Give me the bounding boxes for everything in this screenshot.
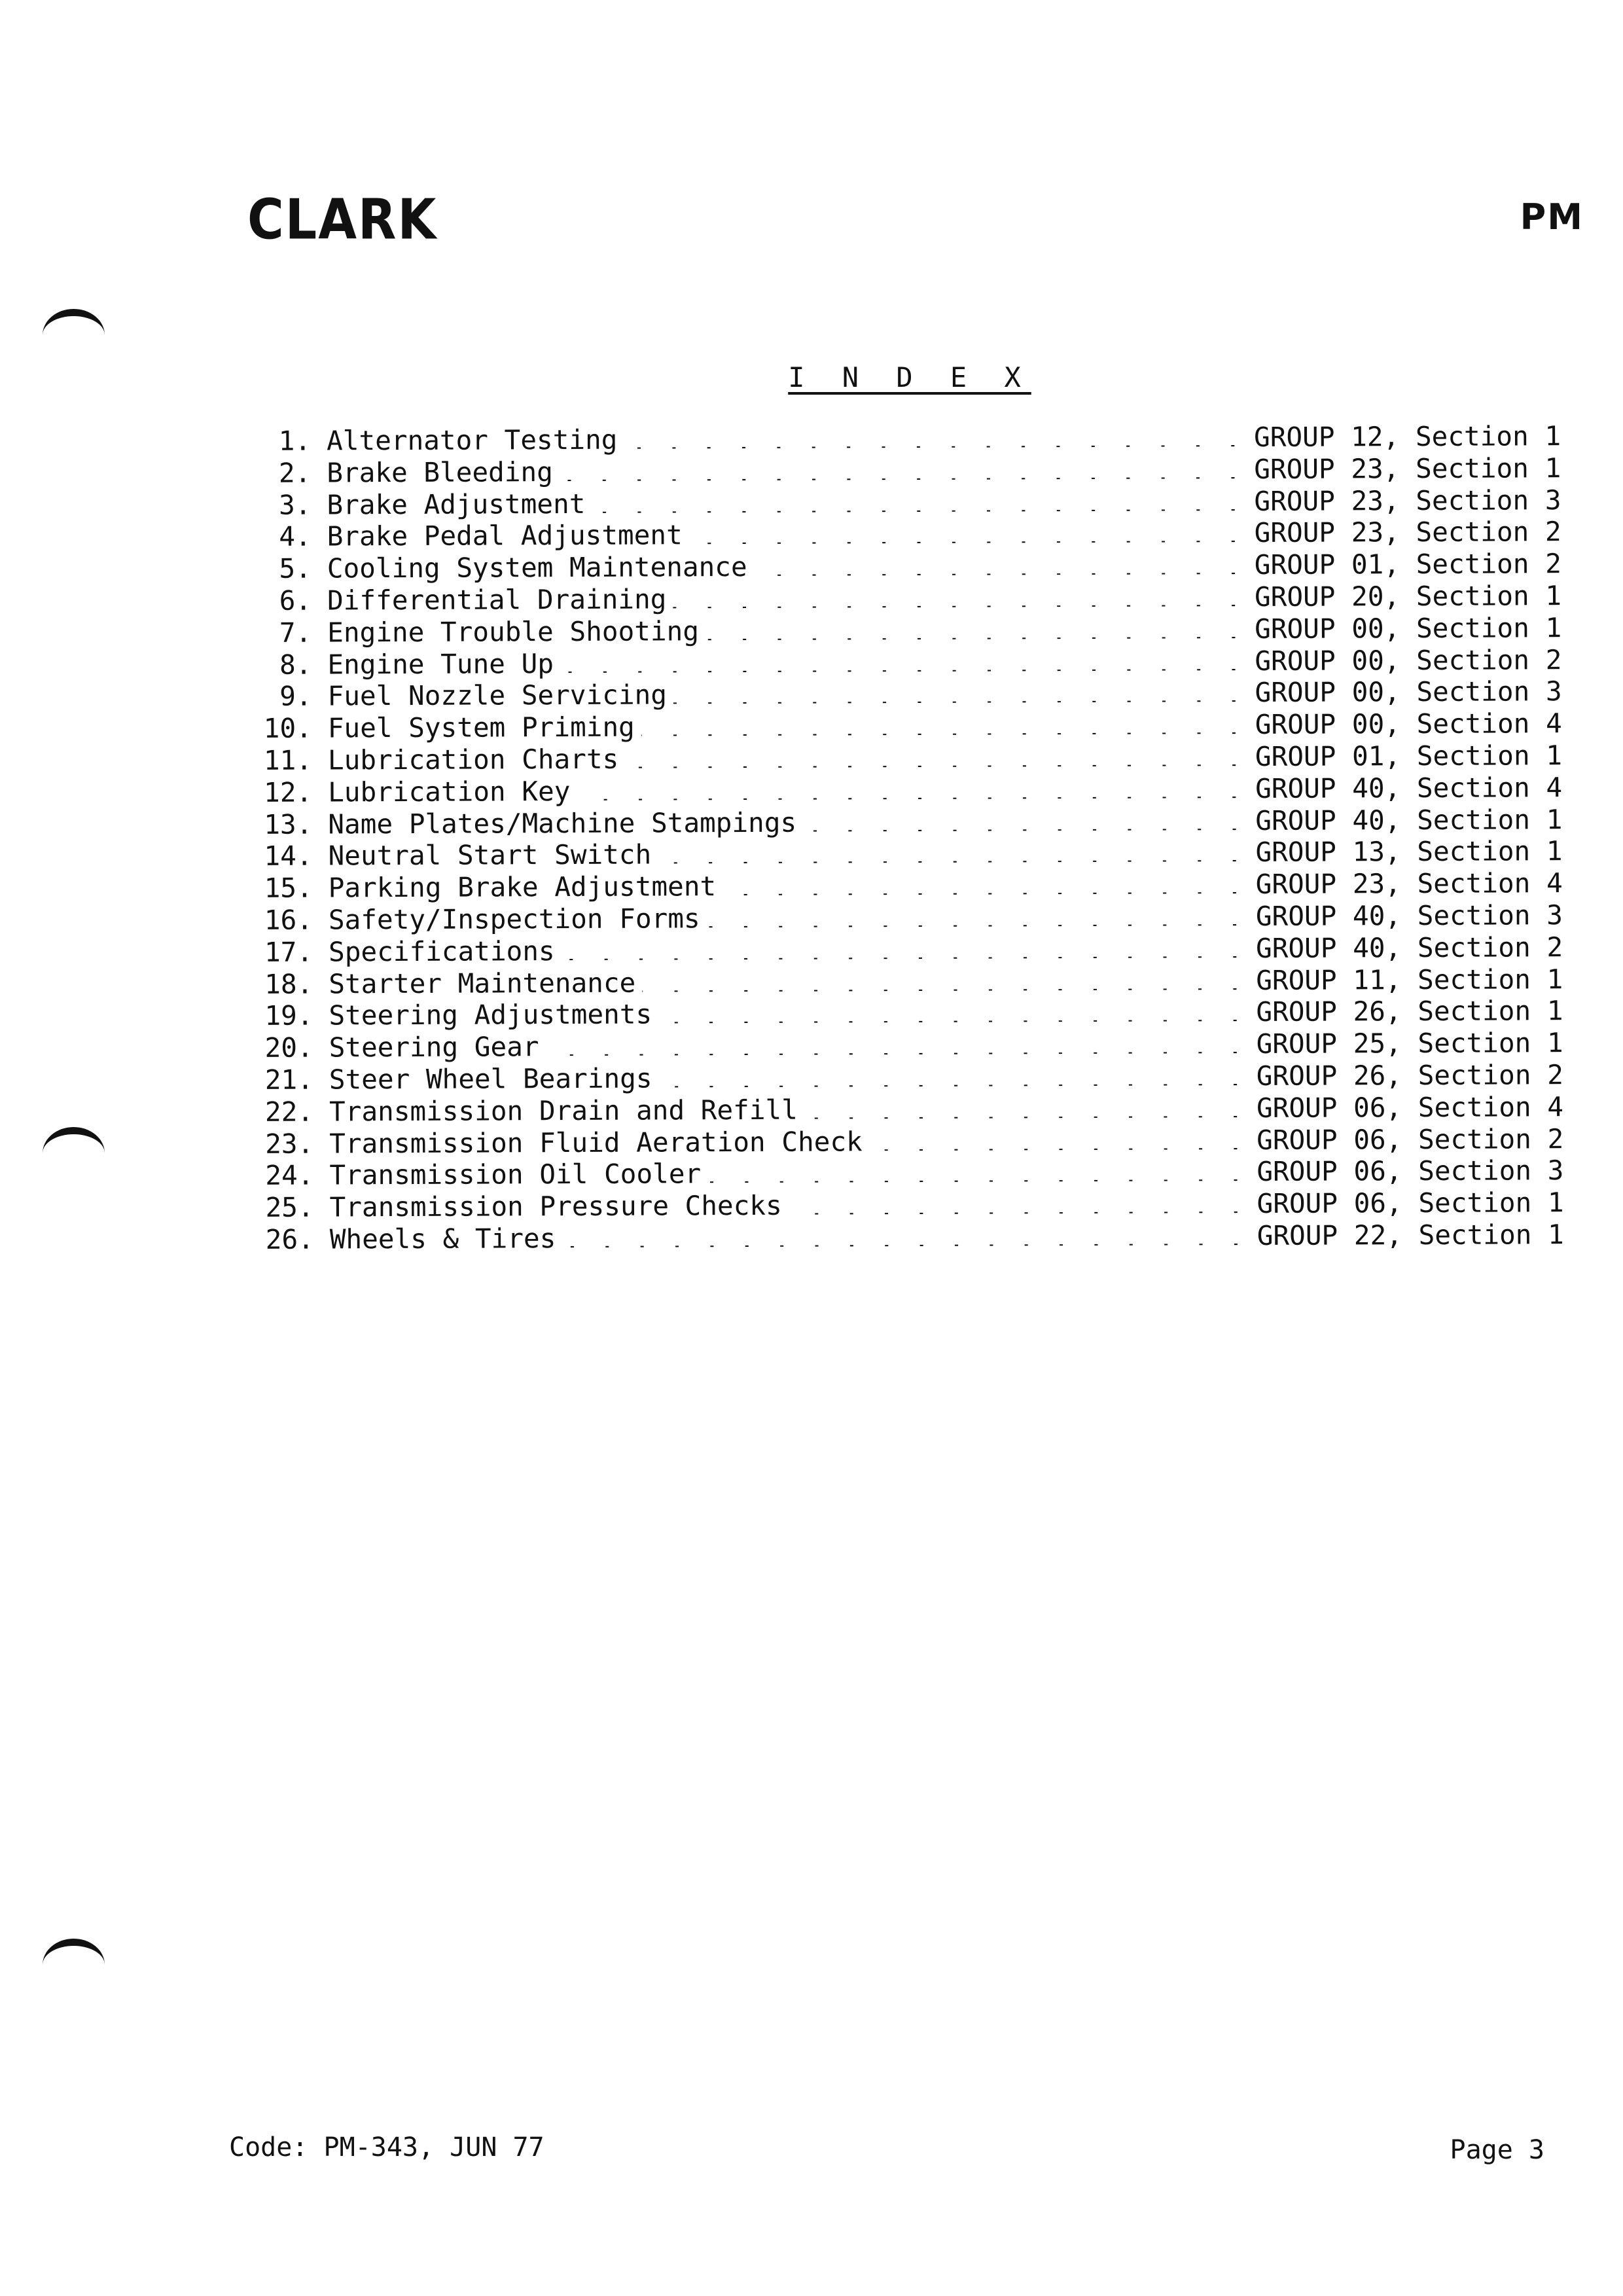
entry-title: Name Plates/Machine Stampings bbox=[328, 806, 797, 840]
index-entry bbox=[234, 804, 1562, 841]
entry-group-section: GROUP 00, Section 1 bbox=[1255, 611, 1562, 645]
dot-leader bbox=[722, 880, 1244, 895]
entry-number: 3. bbox=[278, 489, 312, 521]
dot-leader bbox=[625, 753, 1243, 768]
entry-group-section: GROUP 26, Section 1 bbox=[1256, 995, 1563, 1028]
index-entry bbox=[233, 516, 1561, 554]
entry-group-section: GROUP 40, Section 1 bbox=[1255, 803, 1563, 836]
entry-title: Brake Pedal Adjustment bbox=[327, 519, 683, 552]
entry-group-section: GROUP 40, Section 2 bbox=[1255, 931, 1563, 964]
index-entry bbox=[234, 772, 1562, 809]
index-entry bbox=[234, 963, 1563, 1001]
entry-title: Fuel Nozzle Servicing bbox=[327, 679, 668, 712]
dot-leader bbox=[673, 593, 1243, 608]
entry-title: Transmission Drain and Refill bbox=[329, 1094, 798, 1128]
dot-leader bbox=[869, 1136, 1245, 1151]
index-heading-text: I N D E X bbox=[788, 361, 1031, 393]
manual-label: PM bbox=[1520, 196, 1584, 238]
entry-group-section: GROUP 01, Section 2 bbox=[1254, 548, 1561, 581]
entry-group-section: GROUP 23, Section 3 bbox=[1254, 484, 1561, 517]
entry-number: 18. bbox=[264, 968, 313, 1000]
index-entry bbox=[235, 1027, 1563, 1064]
dot-leader bbox=[562, 944, 1244, 960]
entry-number: 9. bbox=[279, 680, 312, 713]
index-entry bbox=[233, 612, 1561, 649]
entry-group-section: GROUP 06, Section 2 bbox=[1257, 1122, 1564, 1156]
entry-title: Steer Wheel Bearings bbox=[329, 1062, 652, 1096]
entry-group-section: GROUP 11, Section 1 bbox=[1256, 963, 1563, 996]
entry-title: Lubrication Key bbox=[328, 775, 571, 808]
binder-hole-middle bbox=[43, 1127, 105, 1153]
entry-title: Safety/Inspection Forms bbox=[328, 903, 700, 936]
entry-number: 12. bbox=[263, 776, 313, 808]
entry-group-section: GROUP 23, Section 1 bbox=[1254, 452, 1561, 485]
entry-number: 19. bbox=[264, 999, 313, 1032]
entry-group-section: GROUP 06, Section 3 bbox=[1257, 1155, 1564, 1188]
entry-group-section: GROUP 01, Section 1 bbox=[1255, 740, 1563, 772]
entry-number: 5. bbox=[279, 552, 312, 584]
dot-leader bbox=[562, 1232, 1245, 1247]
dot-leader bbox=[707, 912, 1244, 927]
entry-title: Parking Brake Adjustment bbox=[328, 870, 717, 904]
entry-title: Steering Adjustments bbox=[329, 998, 652, 1031]
clark-logo: CLARK bbox=[247, 187, 438, 252]
entry-title: Cooling System Maintenance bbox=[327, 551, 747, 584]
index-entry bbox=[234, 899, 1563, 937]
binder-hole-top bbox=[43, 309, 105, 335]
index-heading bbox=[0, 361, 1623, 393]
entry-number: 10. bbox=[263, 712, 312, 744]
index-entry bbox=[232, 484, 1561, 522]
entry-title: Differential Draining bbox=[327, 583, 667, 617]
entry-group-section: GROUP 12, Section 1 bbox=[1253, 420, 1561, 454]
entry-title: Transmission Pressure Checks bbox=[329, 1189, 782, 1223]
entry-title: Brake Bleeding bbox=[327, 456, 553, 489]
index-entry bbox=[233, 644, 1561, 681]
entry-number: 13. bbox=[264, 808, 313, 840]
entry-title: Wheels & Tires bbox=[329, 1223, 556, 1255]
entry-group-section: GROUP 26, Section 2 bbox=[1256, 1059, 1563, 1092]
entry-title: Starter Maintenance bbox=[329, 967, 636, 999]
entry-number: 14. bbox=[264, 840, 313, 872]
dot-leader bbox=[642, 977, 1244, 992]
dot-leader bbox=[673, 689, 1243, 704]
entry-number: 21. bbox=[264, 1064, 313, 1096]
index-entry bbox=[234, 996, 1563, 1033]
entry-group-section: GROUP 06, Section 1 bbox=[1257, 1187, 1564, 1220]
entry-number: 25. bbox=[265, 1191, 314, 1223]
dot-leader bbox=[577, 785, 1243, 800]
entry-group-section: GROUP 13, Section 1 bbox=[1255, 835, 1563, 869]
index-entry bbox=[232, 452, 1561, 490]
entry-group-section: GROUP 40, Section 4 bbox=[1255, 771, 1563, 804]
entry-number: 24. bbox=[265, 1159, 314, 1192]
index-entry bbox=[233, 548, 1561, 585]
binder-hole-bottom bbox=[43, 1939, 105, 1965]
entry-number: 11. bbox=[263, 744, 313, 776]
entry-group-section: GROUP 06, Section 4 bbox=[1256, 1090, 1564, 1124]
entry-group-section: GROUP 00, Section 3 bbox=[1255, 675, 1562, 709]
index-entry bbox=[234, 708, 1562, 745]
entry-title: Fuel System Priming bbox=[327, 711, 635, 744]
entry-number: 16. bbox=[264, 904, 313, 936]
dot-leader bbox=[641, 721, 1243, 736]
page-number: Page 3 bbox=[1450, 2135, 1544, 2165]
index-entry bbox=[236, 1219, 1564, 1256]
dot-leader bbox=[803, 817, 1243, 832]
entry-number: 22. bbox=[264, 1096, 314, 1128]
entry-title: Transmission Fluid Aeration Check bbox=[329, 1125, 863, 1159]
entry-group-section: GROUP 23, Section 2 bbox=[1254, 516, 1561, 549]
entry-number: 15. bbox=[264, 872, 313, 904]
entry-group-section: GROUP 00, Section 2 bbox=[1255, 643, 1562, 677]
entry-number: 8. bbox=[279, 649, 312, 681]
entry-group-section: GROUP 25, Section 1 bbox=[1256, 1027, 1563, 1060]
entry-number: 23. bbox=[265, 1128, 314, 1160]
index-entry bbox=[235, 1091, 1563, 1128]
index-entry bbox=[234, 931, 1563, 969]
entry-number: 1. bbox=[278, 425, 312, 457]
entry-group-section: GROUP 00, Section 4 bbox=[1255, 708, 1562, 741]
dot-leader bbox=[789, 1200, 1245, 1215]
entry-number: 2. bbox=[278, 457, 312, 489]
index-entry bbox=[235, 1187, 1563, 1224]
entry-number: 4. bbox=[279, 520, 312, 553]
entry-title: Engine Tune Up bbox=[327, 647, 554, 681]
entry-title: Engine Trouble Shooting bbox=[327, 615, 700, 649]
entry-number: 6. bbox=[279, 584, 312, 617]
index-entry bbox=[233, 580, 1561, 617]
entry-group-section: GROUP 40, Section 3 bbox=[1255, 899, 1563, 932]
dot-leader bbox=[689, 529, 1243, 544]
index-entry bbox=[235, 1155, 1563, 1193]
entry-title: Specifications bbox=[328, 935, 555, 968]
entry-group-section: GROUP 22, Section 1 bbox=[1257, 1219, 1564, 1251]
dot-leader bbox=[592, 497, 1242, 513]
entry-title: Transmission Oil Cooler bbox=[329, 1158, 702, 1191]
dot-leader bbox=[658, 1072, 1244, 1087]
index-entry bbox=[234, 740, 1562, 777]
dot-leader bbox=[546, 1040, 1245, 1056]
entry-number: 26. bbox=[265, 1223, 314, 1255]
entry-number: 20. bbox=[264, 1031, 313, 1064]
entry-group-section: GROUP 20, Section 1 bbox=[1254, 580, 1562, 613]
entry-group-section: GROUP 23, Section 4 bbox=[1255, 867, 1563, 901]
dot-leader bbox=[705, 625, 1243, 640]
index-entry bbox=[233, 676, 1561, 713]
entry-number: 17. bbox=[264, 936, 313, 968]
entry-number: 7. bbox=[279, 617, 312, 649]
index-entry bbox=[232, 420, 1561, 457]
dot-leader bbox=[560, 465, 1242, 481]
index-entry bbox=[234, 836, 1562, 873]
entry-title: Lubrication Charts bbox=[327, 743, 619, 776]
entry-title: Brake Adjustment bbox=[327, 488, 586, 521]
dot-leader bbox=[804, 1104, 1245, 1119]
dot-leader bbox=[707, 1168, 1245, 1183]
dot-leader bbox=[754, 561, 1243, 576]
index-entry bbox=[235, 1059, 1563, 1096]
document-code: Code: PM-343, JUN 77 bbox=[229, 2132, 544, 2162]
entry-title: Alternator Testing bbox=[326, 423, 618, 457]
index-entry bbox=[235, 1123, 1563, 1160]
entry-title: Neutral Start Switch bbox=[328, 838, 652, 872]
dot-leader bbox=[560, 657, 1243, 673]
index-entry bbox=[234, 867, 1563, 905]
dot-leader bbox=[624, 433, 1242, 449]
dot-leader bbox=[658, 1008, 1244, 1023]
entry-title: Steering Gear bbox=[329, 1031, 539, 1064]
dot-leader bbox=[658, 848, 1243, 863]
index-list bbox=[232, 420, 1564, 1256]
